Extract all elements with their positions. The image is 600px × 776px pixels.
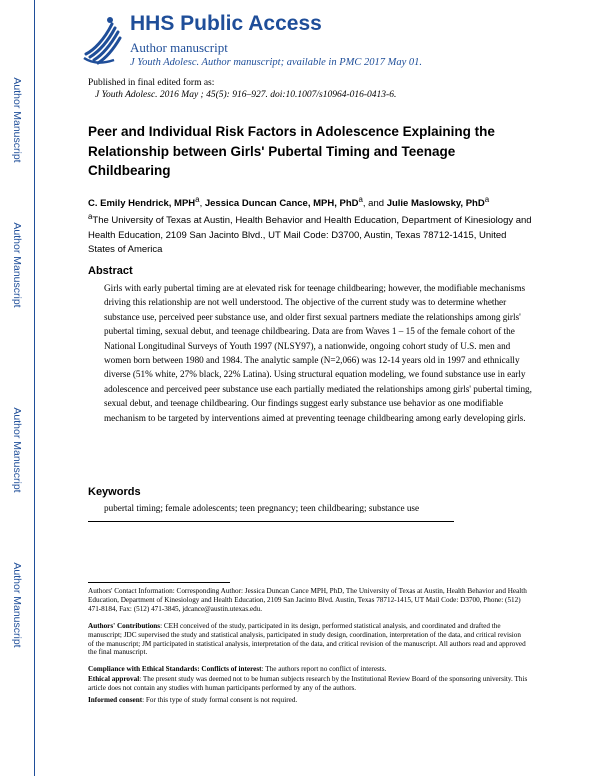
keywords-text: pubertal timing; female adolescents; teen pregnancy; teen childbearing; substance use (104, 503, 420, 513)
author-manuscript-label: Author manuscript (130, 40, 228, 55)
footnote-contact: Authors' Contact Information: Corresponding Author: Jessica Duncan Cance MPH, PhD, The University of Texas at Austin, Health Behavior and Health Education, Department of Kinesiology and Health Education, 2109 San Jacinto Blvd. Austin, Texas 78712-1415, UT Mail Code: D3700, Phone: (512) 471-8184, Fax: (512) 471-3845, jdcance@austin.utexas.edu. (88, 587, 527, 613)
hhs-public-access-title: HHS Public Access (130, 12, 322, 35)
footnote-ethical-approval: Ethical approval: The present study was deemed not to be human subjects research by the Institutional Review Board of the sponsoring university. This article does not contain any studies with human participants performed by any of the authors. (88, 675, 528, 692)
hhs-eagle-logo (80, 10, 124, 68)
footnote-divider (88, 582, 230, 583)
side-label-author-manuscript: Author Manuscript (11, 562, 23, 648)
author-name: Julie Maslowsky, PhD (386, 198, 485, 210)
abstract-heading: Abstract (88, 265, 133, 277)
footnote-informed-consent: Informed consent: For this type of study formal consent is not required. (88, 696, 298, 704)
published-label: Published in final edited form as: (88, 78, 215, 88)
author-name: C. Emily Hendrick, MPH (88, 198, 196, 210)
abstract-text: Girls with early pubertal timing are at elevated risk for teenage childbearing; however, the modifiable mechanisms driving this relationship are not well understood. The objective of the current study was to determine whether substance use, perceived peer substance use, and older first sexual partners mediate the relationships among girls' pubertal timing, sexual debut, and teenage childbearing. Data are from Waves 1 – 15 of the female cohort of the National Longitudinal Surveys of Youth 1997 (NLSY97), a nationwide, ongoing cohort study of U.S. men and women born between 1980 and 1984. The analytic sample (N=2,066) was 12-14 years old in 1997 and ethnically diverse (51% white, 27% black, 22% Latina). Using structural equation modeling, we found substance use in early adolescence and perceived peer substance use each partially mediated the relationships among girls' pubertal timing, sexual debut, and teenage childbearing. Our findings suggest early substance use behavior as one modifiable mechanism to be targeted by interventions aimed at preventing teenage childbearing among early developing girls. (104, 283, 532, 423)
footnote-contributions: Authors' Contributions: CEH conceived of the study, participated in its design, performed statistical analysis, and coordinated and drafted the manuscript; JDC supervised the study and statistical analysis, participated in study design, coordination, interpretation of the data, and critical revision of the manuscript; JM participated in statistical analysis, interpretation of the data, and critical revision of the manuscript. All authors read and approved the final manuscript. (88, 622, 526, 657)
side-label-author-manuscript: Author Manuscript (11, 407, 23, 493)
divider (88, 521, 454, 522)
side-label-author-manuscript: Author Manuscript (11, 77, 23, 163)
article-title: Peer and Individual Risk Factors in Adolescence Explaining the Relationship between Girls' Pubertal Timing and Teenage Childbearing (88, 124, 495, 178)
keywords-heading: Keywords (88, 486, 141, 498)
citation: J Youth Adolesc. 2016 May ; 45(5): 916–927. doi:10.1007/s10964-016-0413-6. (95, 90, 397, 100)
author-name: Jessica Duncan Cance, MPH, PhD (204, 198, 359, 210)
footnote-compliance: Compliance with Ethical Standards: Conflicts of interest: The authors report no conflict of interests. (88, 665, 387, 673)
affiliation: $^a$The University of Texas at Austin, Health Behavior and Health Education, Department of Kinesiology and Health Education, 2109 San Jacinto Blvd., UT Mail Code: D3700, Austin, Texas 78712-1415, United States of America (88, 212, 532, 256)
margin-rule (34, 0, 35, 776)
side-label-author-manuscript: Author Manuscript (11, 222, 23, 308)
journal-availability-note: J Youth Adolesc. Author manuscript; available in PMC 2017 May 01. (130, 57, 423, 68)
author-list: C. Emily Hendrick, MPH$^a$, Jessica Duncan Cance, MPH, PhD$^a$, and Julie Maslowsky, PhD$^a$ (88, 195, 490, 210)
